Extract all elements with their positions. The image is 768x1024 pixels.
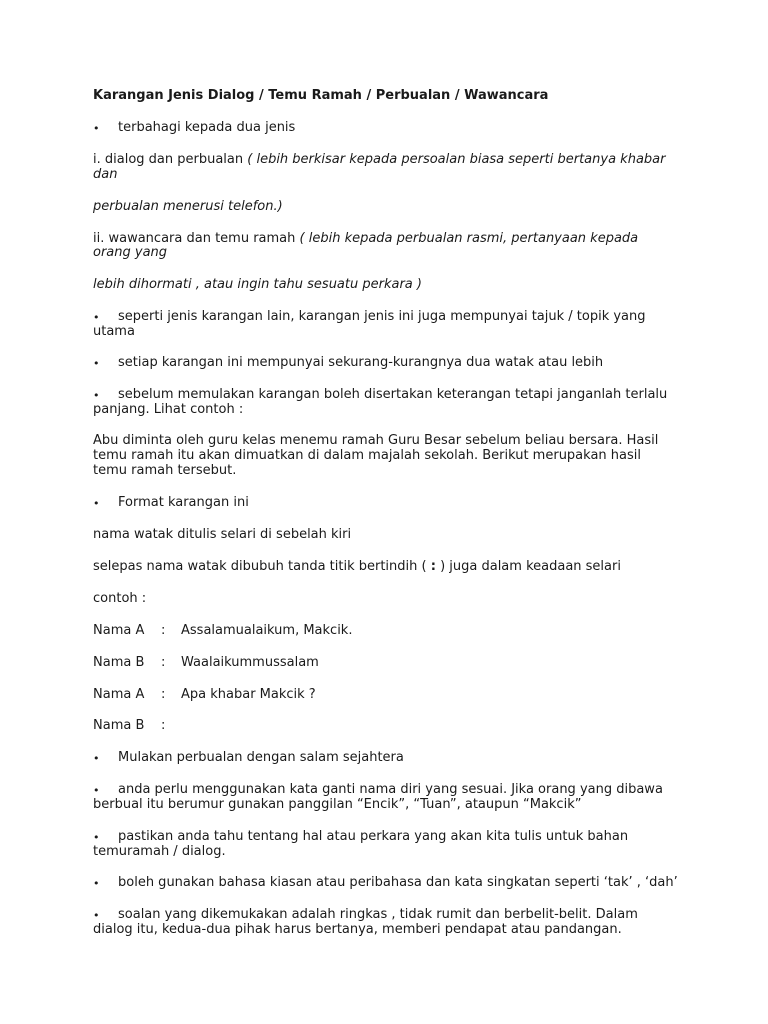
bullet: • xyxy=(93,877,100,890)
item-ii-line-1: ii. wawancara dan temu ramah ( lebih kepada perbualan rasmi, pertanyaan kepada xyxy=(93,231,639,246)
dialog-line: Waalaikummussalam xyxy=(181,655,319,670)
bullet: • xyxy=(93,909,100,922)
dialog-line: Assalamualaikum, Makcik. xyxy=(181,623,353,638)
bullet-text-jenis: terbahagi kepada dua jenis xyxy=(118,120,296,135)
dialog-colon: : xyxy=(161,623,166,638)
dialog-speaker: Nama B xyxy=(93,718,145,733)
item-i-line-1: i. dialog dan perbualan ( lebih berkisar kepada persoalan biasa seperti bertanya khabar xyxy=(93,152,666,167)
bullet: • xyxy=(93,389,100,402)
item-ii-line-2: lebih dihormati , atau ingin tahu sesuatu perkara ) xyxy=(93,277,422,292)
dialog-colon: : xyxy=(161,655,166,670)
bullet-text-watak: setiap karangan ini mempunyai sekurang-kurangnya dua watak atau lebih xyxy=(118,355,604,370)
bullet-text-soalan: soalan yang dikemukakan adalah ringkas , tidak rumit dan berbelit-belit. Dalam xyxy=(118,907,638,922)
format-rule-colon: selepas nama watak dibubuh tanda titik bertindih ( : ) juga dalam keadaan selari xyxy=(93,559,621,574)
example-paragraph-line-3: temu ramah tersebut. xyxy=(93,463,237,478)
bullet: • xyxy=(93,357,100,370)
bullet-text-format: Format karangan ini xyxy=(118,495,249,510)
item-i-line-1b: dan xyxy=(93,167,118,182)
bullet-text-bahan: pastikan anda tahu tentang hal atau perkara yang akan kita tulis untuk bahan xyxy=(118,829,629,844)
example-paragraph-line-2: temu ramah itu akan dimuatkan di dalam majalah sekolah. Berikut merupakan hasil xyxy=(93,448,641,463)
bullet: • xyxy=(93,497,100,510)
bullet-text-keterangan: sebelum memulakan karangan boleh disertakan keterangan tetapi janganlah terlalu xyxy=(118,387,668,402)
bullet-text-keterangan-cont: panjang. Lihat contoh : xyxy=(93,402,244,417)
bullet-text-soalan-cont: dialog itu, kedua-dua pihak harus bertanya, memberi pendapat atau pandangan. xyxy=(93,922,622,937)
bullet: • xyxy=(93,311,100,324)
bullet-text-kata-ganti-cont: berbual itu berumur gunakan panggilan “Encik”, “Tuan”, ataupun “Makcik” xyxy=(93,797,582,812)
bullet: • xyxy=(93,831,100,844)
dialog-speaker: Nama B xyxy=(93,655,145,670)
dialog-speaker: Nama A xyxy=(93,623,145,638)
bullet: • xyxy=(93,752,100,765)
example-label: contoh : xyxy=(93,591,147,606)
bullet-text-bahan-cont: temuramah / dialog. xyxy=(93,844,226,859)
example-paragraph-line-1: Abu diminta oleh guru kelas menemu ramah Guru Besar sebelum beliau bersara. Hasil xyxy=(93,433,659,448)
dialog-line: Apa khabar Makcik ? xyxy=(181,687,316,702)
item-i-line-2: perbualan menerusi telefon.) xyxy=(93,199,283,214)
dialog-speaker: Nama A xyxy=(93,687,145,702)
bullet: • xyxy=(93,122,100,135)
format-rule-name: nama watak ditulis selari di sebelah kiri xyxy=(93,527,352,542)
bullet-text-tajuk: seperti jenis karangan lain, karangan jenis ini juga mempunyai tajuk / topik yang xyxy=(118,309,646,324)
bullet-text-kata-ganti: anda perlu menggunakan kata ganti nama diri yang sesuai. Jika orang yang dibawa xyxy=(118,782,663,797)
bullet-text-tajuk-cont: utama xyxy=(93,324,135,339)
item-ii-line-1b: orang yang xyxy=(93,245,168,260)
dialog-colon: : xyxy=(161,687,166,702)
document-title: Karangan Jenis Dialog / Temu Ramah / Perbualan / Wawancara xyxy=(93,88,549,103)
dialog-colon: : xyxy=(161,718,166,733)
bullet-text-salam: Mulakan perbualan dengan salam sejahtera xyxy=(118,750,404,765)
bullet-text-bahasa-kiasan: boleh gunakan bahasa kiasan atau peribahasa dan kata singkatan seperti ‘tak’ , ‘dah’ xyxy=(118,875,678,890)
bullet: • xyxy=(93,784,100,797)
